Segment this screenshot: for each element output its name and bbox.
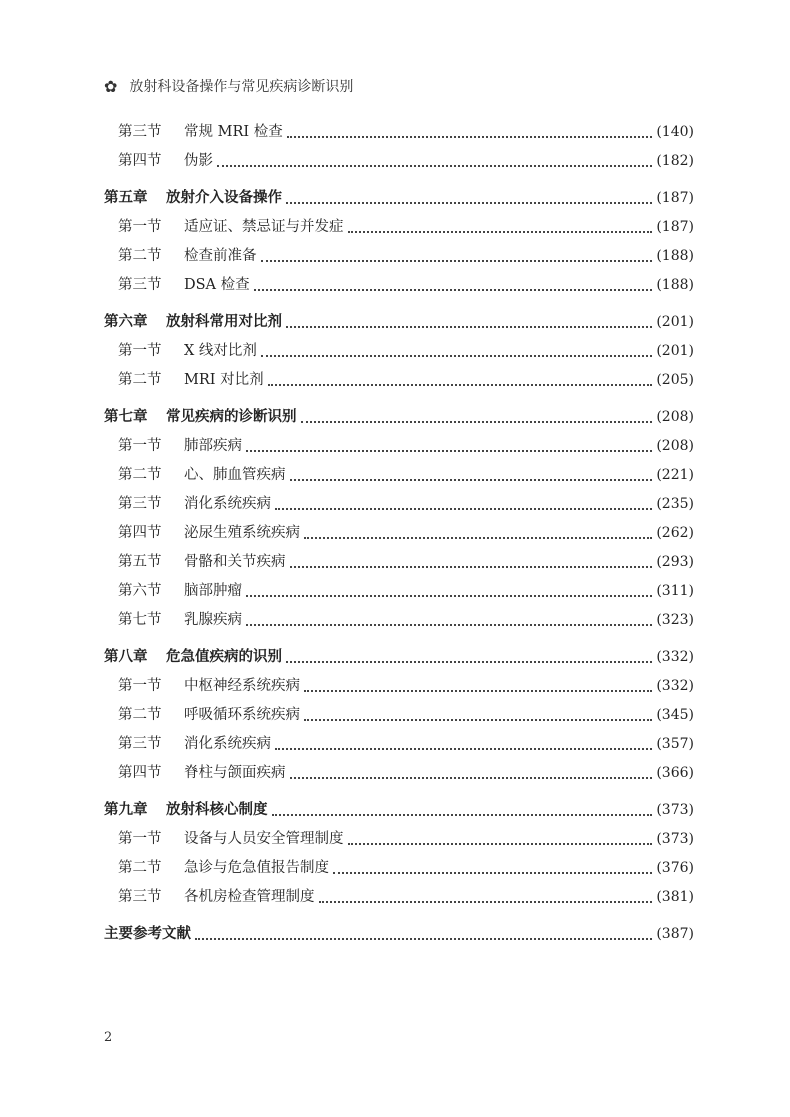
toc-entry-heading (118, 701, 300, 730)
toc-section-entry[interactable] (104, 337, 694, 366)
toc-section-entry[interactable] (104, 432, 694, 461)
toc-section-entry[interactable] (104, 883, 694, 912)
toc-page-number: (187) (656, 190, 694, 206)
section-title: 适应证、禁忌证与并发症 (184, 219, 344, 235)
dot-leader (217, 164, 652, 167)
flower-icon: ✿ (104, 76, 118, 96)
dot-leader (272, 813, 653, 816)
toc-entry-heading (118, 461, 286, 490)
toc-entry-heading (118, 854, 329, 883)
toc-section-entry[interactable] (104, 366, 694, 395)
dot-leader (286, 660, 652, 663)
toc-entry-heading (104, 920, 191, 949)
toc-page-number: (381) (656, 889, 694, 905)
chapter-title: 常见疾病的诊断识别 (166, 409, 297, 425)
toc-section-entry[interactable] (104, 519, 694, 548)
chapter-title: 危急值疾病的识别 (166, 649, 282, 665)
section-title: 乳腺疾病 (184, 612, 242, 628)
toc-section-entry[interactable] (104, 825, 694, 854)
toc-section-entry[interactable] (104, 730, 694, 759)
toc-entry-heading (118, 366, 264, 395)
toc-page-number: (332) (656, 678, 694, 694)
toc-section-entry[interactable] (104, 461, 694, 490)
section-number: 第二节 (118, 372, 162, 388)
toc-section-entry[interactable] (104, 577, 694, 606)
toc-page-number: (188) (656, 248, 694, 264)
toc-entry-heading (118, 490, 271, 519)
section-title: 各机房检查管理制度 (184, 889, 315, 905)
dot-leader (246, 623, 652, 626)
toc-page-number: (205) (656, 372, 694, 388)
section-number: 第三节 (118, 496, 162, 512)
toc-chapter-entry[interactable] (104, 643, 694, 672)
toc-entry-heading (118, 606, 242, 635)
toc-page-number: (140) (656, 124, 694, 140)
toc-section-entry[interactable] (104, 701, 694, 730)
table-of-contents (104, 118, 694, 949)
toc-entry-heading (118, 577, 242, 606)
dot-leader (319, 900, 653, 903)
toc-entry-heading (118, 519, 300, 548)
toc-page-number: (373) (656, 831, 694, 847)
section-title: 肺部疾病 (184, 438, 242, 454)
section-number: 第五节 (118, 554, 162, 570)
toc-page-number: (366) (656, 765, 694, 781)
toc-page-number: (311) (656, 583, 694, 599)
section-number: 第三节 (118, 736, 162, 752)
section-title: 脑部肿瘤 (184, 583, 242, 599)
toc-entry-heading (104, 403, 297, 432)
toc-section-entry[interactable] (104, 147, 694, 176)
toc-entry-heading (104, 643, 282, 672)
section-title: X 线对比剂 (184, 343, 257, 359)
section-number: 第一节 (118, 678, 162, 694)
section-number: 第二节 (118, 467, 162, 483)
toc-entry-heading (118, 118, 283, 147)
dot-leader (304, 689, 652, 692)
dot-leader (286, 325, 652, 328)
toc-entry-heading (118, 548, 286, 577)
toc-section-entry[interactable] (104, 854, 694, 883)
toc-page-number: (387) (656, 926, 694, 942)
toc-chapter-entry[interactable] (104, 403, 694, 432)
section-title: 脊柱与颌面疾病 (184, 765, 286, 781)
chapter-number: 第八章 (104, 649, 148, 665)
dot-leader (275, 507, 652, 510)
toc-page-number: (332) (656, 649, 694, 665)
toc-entry-heading (118, 271, 250, 300)
dot-leader (290, 478, 653, 481)
toc-entry-heading (118, 337, 257, 366)
toc-section-entry[interactable] (104, 759, 694, 788)
toc-entry-heading (104, 184, 282, 213)
chapter-number: 第七章 (104, 409, 148, 425)
dot-leader (275, 747, 652, 750)
dot-leader (290, 776, 653, 779)
section-number: 第六节 (118, 583, 162, 599)
dot-leader (246, 449, 652, 452)
toc-chapter-entry[interactable] (104, 308, 694, 337)
dot-leader (246, 594, 652, 597)
toc-section-entry[interactable] (104, 271, 694, 300)
book-title: 放射科设备操作与常见疾病诊断识别 (129, 79, 354, 95)
toc-section-entry[interactable] (104, 213, 694, 242)
dot-leader (348, 842, 653, 845)
section-number: 第三节 (118, 277, 162, 293)
toc-page-number: (345) (656, 707, 694, 723)
section-number: 第一节 (118, 343, 162, 359)
section-title: 泌尿生殖系统疾病 (184, 525, 300, 541)
section-title: DSA 检查 (184, 277, 250, 293)
chapter-title: 放射介入设备操作 (166, 190, 282, 206)
toc-entry-heading (104, 796, 268, 825)
toc-page-number: (221) (656, 467, 694, 483)
toc-entry-heading (118, 672, 300, 701)
toc-page-number: (323) (656, 612, 694, 628)
chapter-number: 第六章 (104, 314, 148, 330)
section-number: 第二节 (118, 248, 162, 264)
toc-entry-heading (118, 825, 344, 854)
section-title: 消化系统疾病 (184, 736, 271, 752)
toc-page-number: (182) (656, 153, 694, 169)
toc-page-number: (235) (656, 496, 694, 512)
toc-section-entry[interactable] (104, 490, 694, 519)
dot-leader (287, 135, 653, 138)
chapter-title: 放射科常用对比剂 (166, 314, 282, 330)
section-title: 检查前准备 (184, 248, 257, 264)
toc-entry-heading (118, 432, 242, 461)
section-title: 设备与人员安全管理制度 (184, 831, 344, 847)
dot-leader (268, 383, 653, 386)
toc-page-number: (373) (656, 802, 694, 818)
toc-entry-heading (118, 759, 286, 788)
chapter-number: 第九章 (104, 802, 148, 818)
section-title: 急诊与危急值报告制度 (184, 860, 329, 876)
section-number: 第二节 (118, 707, 162, 723)
dot-leader (261, 354, 652, 357)
dot-leader (301, 420, 653, 423)
dot-leader (286, 201, 652, 204)
dot-leader (261, 259, 653, 262)
page-number: 2 (104, 1030, 113, 1045)
dot-leader (348, 230, 653, 233)
chapter-title: 主要参考文献 (104, 926, 191, 942)
toc-section-entry[interactable] (104, 606, 694, 635)
toc-section-entry[interactable] (104, 548, 694, 577)
section-number: 第二节 (118, 860, 162, 876)
section-number: 第七节 (118, 612, 162, 628)
toc-section-entry[interactable] (104, 672, 694, 701)
section-number: 第三节 (118, 124, 162, 140)
toc-entry-heading (104, 308, 282, 337)
section-title: MRI 对比剂 (184, 372, 264, 388)
chapter-title: 放射科核心制度 (166, 802, 268, 818)
toc-entry-heading (118, 213, 344, 242)
toc-page-number: (187) (656, 219, 694, 235)
chapter-number: 第五章 (104, 190, 148, 206)
dot-leader (333, 871, 652, 874)
section-number: 第四节 (118, 525, 162, 541)
toc-chapter-entry[interactable] (104, 184, 694, 213)
toc-page-number: (376) (656, 860, 694, 876)
dot-leader (304, 536, 652, 539)
toc-chapter-entry[interactable] (104, 796, 694, 825)
section-title: 中枢神经系统疾病 (184, 678, 300, 694)
dot-leader (195, 937, 652, 940)
toc-section-entry[interactable] (104, 118, 694, 147)
toc-entry-heading (118, 242, 257, 271)
toc-chapter-entry[interactable] (104, 920, 694, 949)
section-title: 骨骼和关节疾病 (184, 554, 286, 570)
toc-entry-heading (118, 147, 213, 176)
section-number: 第四节 (118, 153, 162, 169)
toc-entry-heading (118, 883, 315, 912)
section-title: 呼吸循环系统疾病 (184, 707, 300, 723)
section-number: 第四节 (118, 765, 162, 781)
running-header (104, 76, 353, 96)
toc-section-entry[interactable] (104, 242, 694, 271)
section-title: 消化系统疾病 (184, 496, 271, 512)
section-number: 第三节 (118, 889, 162, 905)
toc-page-number: (357) (656, 736, 694, 752)
dot-leader (254, 288, 653, 291)
toc-page-number: (293) (656, 554, 694, 570)
toc-page-number: (208) (656, 438, 694, 454)
section-title: 常规 MRI 检查 (184, 124, 283, 140)
toc-entry-heading (118, 730, 271, 759)
dot-leader (290, 565, 653, 568)
toc-page-number: (188) (656, 277, 694, 293)
toc-page-number: (201) (656, 314, 694, 330)
toc-page-number: (262) (656, 525, 694, 541)
dot-leader (304, 718, 652, 721)
section-number: 第一节 (118, 438, 162, 454)
section-number: 第一节 (118, 219, 162, 235)
section-title: 心、肺血管疾病 (184, 467, 286, 483)
toc-page-number: (208) (656, 409, 694, 425)
section-number: 第一节 (118, 831, 162, 847)
toc-page-number: (201) (656, 343, 694, 359)
section-title: 伪影 (184, 153, 213, 169)
